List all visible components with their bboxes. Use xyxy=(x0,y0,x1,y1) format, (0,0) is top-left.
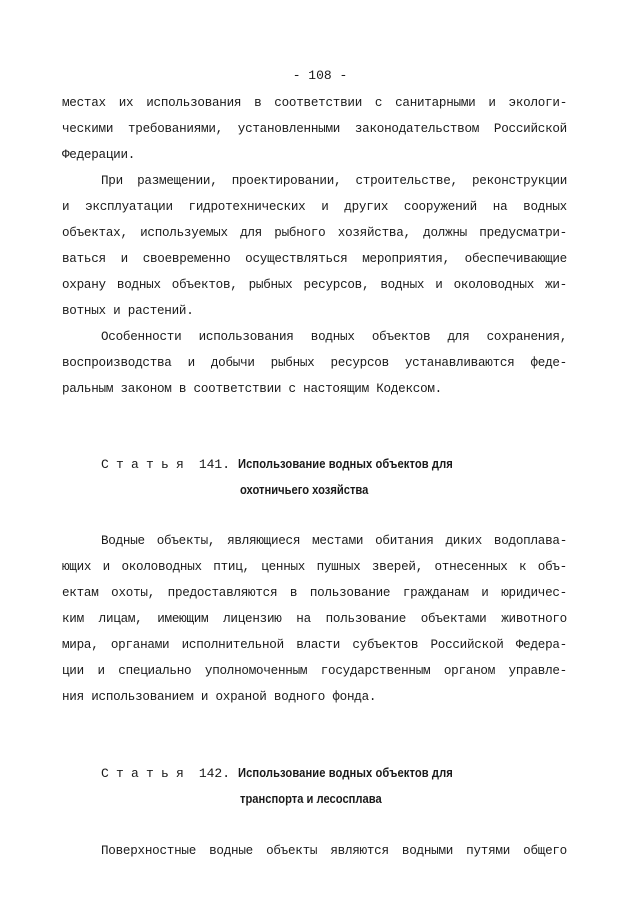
article-141-title-line2: охотничьего хозяйства xyxy=(240,482,369,497)
text-line: При размещении, проектировании, строительстве, реконструкции xyxy=(101,174,567,188)
page-number: - 108 - xyxy=(292,68,348,83)
text-line: ектам охоты, предоставляются в пользование гражданам и юридичес- xyxy=(62,586,567,600)
text-line: объектах, используемых для рыбного хозяйства, должны предусматри- xyxy=(62,226,567,240)
text-line: Особенности использования водных объектов для сохранения, xyxy=(101,330,567,344)
article-number: 141. xyxy=(198,457,231,472)
text-line: ральным законом в соответствии с настоящим Кодексом. xyxy=(62,382,442,396)
text-line: ния использованием и охраной водного фонда. xyxy=(62,690,377,704)
text-line: Поверхностные водные объекты являются водными путями общего xyxy=(101,844,567,858)
text-line: вотных и растений. xyxy=(62,304,194,318)
article-141-heading xyxy=(101,456,488,473)
text-line: Водные объекты, являющиеся местами обитания диких водоплава- xyxy=(101,534,567,548)
article-title: Использование водных объектов для xyxy=(237,765,453,780)
article-number: 142. xyxy=(198,766,231,781)
text-line: ческими требованиями, установленными законодательством Российской xyxy=(62,122,567,136)
text-line: охрану водных объектов, рыбных ресурсов, водных и околоводных жи- xyxy=(62,278,567,292)
text-line: Федерации. xyxy=(62,148,136,162)
article-label: Статья xyxy=(101,457,192,472)
text-line: ции и специально уполномоченным государственным органом управле- xyxy=(62,664,567,678)
text-line: и эксплуатации гидротехнических и других сооружений на водных xyxy=(62,200,567,214)
article-142-heading xyxy=(101,765,488,782)
article-title: Использование водных объектов для xyxy=(237,456,453,471)
article-label: Статья xyxy=(101,766,192,781)
text-line: ким лицам, имеющим лицензию на пользование объектами животного xyxy=(62,612,567,626)
article-142-title-line2: транспорта и лесосплава xyxy=(240,791,382,806)
text-line: мира, органами исполнительной власти субъектов Российской Федера- xyxy=(62,638,567,652)
text-line: воспроизводства и добычи рыбных ресурсов устанавливаются феде- xyxy=(62,356,567,370)
text-line: ющих и околоводных птиц, ценных пушных зверей, отнесенных к объ- xyxy=(62,560,567,574)
text-line: ваться и своевременно осуществляться мероприятия, обеспечивающие xyxy=(62,252,567,266)
text-line: местах их использования в соответствии с санитарными и экологи- xyxy=(62,96,567,110)
